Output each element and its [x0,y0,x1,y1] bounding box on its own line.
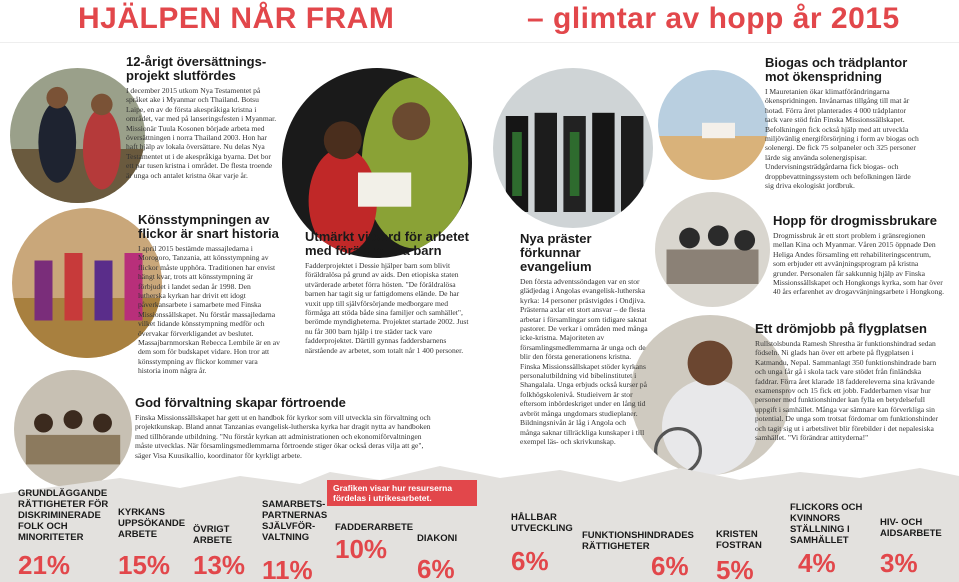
stat-value-christian-education: 5% [716,555,754,582]
governance-heading: God förvaltning skapar förtroende [135,395,346,410]
stat-value-disability: 6% [651,551,689,581]
translation-text: I december 2015 utkom Nya Testamentet på språket ake i Myanmar och Thailand. Botsu Laipe, en av de första akespråkiga kristna i området, var med på lanseringsfesten i Myanmar. Missionär Tuula Kosonen började arbeta med översättningen i norra Thailand 2003. Hon har haft hjälp av lokala översättare. Nu delas Nya Testamentet ut i de akespråkiga byarna. Det bor ett par tusen kristna i området. De flesta troende är unga och antalet kristna ökar varje år. [126,86,277,180]
dreamjob-text: Rullstolsbunda Ramesh Shrestha är funktionshindrad sedan födseln. Ni glads han över ett arbete på flygplatsen i Katmandu, Nepal. Sammanlagt 350 funktionshindrade barn och unga får gå i skola tack vare stödet från finländska faddrar. Förra året klarade 18 faddereleverna sina krävande examensprov och 15 fick ett jobb. Fadderbarnen visar hur personer med funktionshinder kan fylla en betydelsefull uppgift i samhället. Många var sämnare kan förverkliga sin potential. De unga som trotsat fördomar om funktionshinder och tagit sig ut i arbetslivet blir förebilder i det nepalesiska samhället. "Vi förändrar attityderna!" [755,339,939,443]
translation-heading: 12-årigt översättnings-projekt slutfördes [126,54,267,83]
drugs-heading: Hopp för drogmissbrukare [773,213,937,228]
stat-value-outreach: 15% [118,550,171,580]
stat-label-sustainable: HÅLLBAR UTVECKLING [511,512,573,534]
article-orphans [305,230,470,355]
resources-badge: Grafiken visar hur resurserna fördelas i utrikesarbetet. [327,480,477,506]
stat-value-self-governance: 11% [262,555,313,582]
stat-value-women: 4% [798,548,836,578]
priests-heading: Nya präster förkunnar evangelium [520,231,592,274]
photo-myanmar-women [10,68,145,203]
stat-value-hiv: 3% [880,548,918,578]
fgm-heading: Könsstympningen av flickor är snart historia [138,212,279,241]
page-title-left: HJÄLPEN NÅR FRAM [78,2,395,35]
article-dreamjob [755,322,945,442]
stat-label-women: FLICKORS OCH KVINNORS STÄLLNING I SAMHÄLLET [790,502,863,546]
article-governance [135,396,440,460]
governance-text: Finska Missionssällskapet har gett ut en handbok för kyrkor som vill utveckla sin förvaltning och projektkunskap. Bland annat Tanzanias evangelisk-lutherska kyrka har dragit nytta av handboken med tillhörande utbildning. "Nu förstår kyrkan att administrationen och ekonomiförvaltningen måste utvecklas. När församlingsmedlemmarna förtroende stiger ökar också deras vilja att ge", säger Visa Kuusikallio, koordinator för kyrkligt arbete. [135,413,431,460]
drugs-text: Drogmissbruk är ett stort problem i gränsregionen mellan Kina och Myanmar. Våren 2015 öppnade Den Heliga Andes församling ett rehabiliteringscentrum, som erbjuder ett avvänjningsprogram på kristna grunder. Personalen får sakkunnig hjälp av Finska Missionssällskapet och Hongkongs kyrka, som har över 40 års erfarenhet av drogavvänjningsarbete i Hongkong. [773,231,945,297]
article-priests [520,232,648,446]
stat-value-sponsorship: 10% [335,534,388,564]
page-title-right: – glimtar av hopp år 2015 [527,2,900,35]
article-biogas [765,56,920,190]
stat-label-hiv: HIV- OCH AIDSARBETE [880,517,942,539]
stat-label-disability: FUNKTIONSHINDRADES RÄTTIGHETER [582,530,694,552]
biogas-heading: Biogas och trädplantor mot ökenspridning [765,55,908,84]
orphans-heading: Utmärkt vitsord för arbetet med föräldralösa barn [305,229,469,258]
article-translation [126,55,278,180]
stat-value-rights: 21% [18,550,71,580]
stat-value-diakonia: 6% [417,554,455,582]
header-divider [0,42,959,43]
stat-label-self-governance: SAMARBETS-PARTNERNAS SJÄLVFÖR-VALTNING [262,499,328,543]
photo-mauritania-desert [658,70,768,180]
biogas-text: I Mauretanien ökar klimatförändringarna ökenspridningen. Invånarnas tillgång till mat är hotad. Förra året planterades 4 000 trädplantor tack vare stöd från Finska Missionssällskapet. Befolkningen fick också hjälp med att utveckla miljövänlig energiförsörjning i form av biogas och solenergi. De fick 75 solpaneler och 325 personer lärde sig använda solenergispisar. Undervisningsträdgårdarna fick biogas- och droppbevattningssystem och befolkningen lärde sig driva ekologiskt jordbruk. [765,87,919,191]
dreamjob-heading: Ett drömjobb på flygplatsen [755,321,927,336]
stat-label-sponsorship: FADDERARBETE [335,522,414,533]
article-fgm [138,213,280,376]
stat-value-sustainable: 6% [511,546,549,576]
stat-value-other: 13% [193,550,246,580]
stat-label-diakonia: DIAKONI [417,533,458,544]
stat-label-other: ÖVRIGT ARBETE [193,524,233,546]
fgm-text: I april 2015 bestämde massajledarna i Morogoro, Tanzania, att könsstympning av flickor måste upphöra. Traditionen har envist hängt kvar, trots att könsstympning är förbjudet i landet sedan år 1998. Den lutherska kyrkan har drivit ett idogt påverkansarbete i samarbete med Finska Missionssällskapet. Nu förstår massajledarna vilket lidande könsstympning medför och övervakar förverkligandet av beslutet. Massajbarnmorskan Rebecca Lembile är en av dem som för budskapet vidare. Hon tror att könsstympning av flickor kommer vara historia inom några år. [138,244,280,376]
photo-drug-rehab [655,192,770,307]
orphans-text: Fadderprojektet i Dessie hjälper barn som blivit föräldralösa på grund av aids. Den etiopiska staten utvärderade arbetet förra hösten. "De föräldralösa barnen har tagit sig ur fattigdomens elände. De har vuxit upp till självförsörjande medborgare med förmåga att stöda både sina familjer och samhället", berömde myndigheterna. Projektet startade 2002. Just nu får 300 barn hjälp i tre städer tack vare fadderprojektet. Därtill gynnas faddersbarnens närstående av arbetet, som totalt når 1 400 personer. [305,261,469,355]
photo-angola-priests [493,68,653,228]
priests-text: Den första adventssöndagen var en stor glädjedag i Angolas evangelisk-lutherska kyrka: 14 personer prästvigdes i Ondjiva. Prästerna axlar ett stort ansvar – de flesta arbetar i församlingar som tidigare saknat pastorer. De verkar i områden med många icke-kristna. Majoriteten av församlingsmedlemmarna är unga och de blir den första generationens kristna. Finska Missionssällskapet stöder kyrkans personalutbildning vid bibelinstitutet i Shangalala. Unga erbjuds också kurser på folkhögskolenivå. Studieivern är stor eftersom inbördeskriget under en lång tid avbröt många ungdomars studieplaner. Bildningsnivån är låg i Angola och många saknar tillräckliga kunskaper i till exempel läs- och skrivkunskap. [520,277,648,446]
stat-label-outreach: KYRKANS UPPSÖKANDE ARBETE [118,507,186,540]
stat-label-rights: GRUNDLÄGGANDE RÄTTIGHETER FÖR DISKRIMINERADE FOLK OCH MINORITETER [18,488,109,543]
stat-label-christian-education: KRISTEN FOSTRAN [716,529,762,551]
article-drugs [773,214,945,297]
